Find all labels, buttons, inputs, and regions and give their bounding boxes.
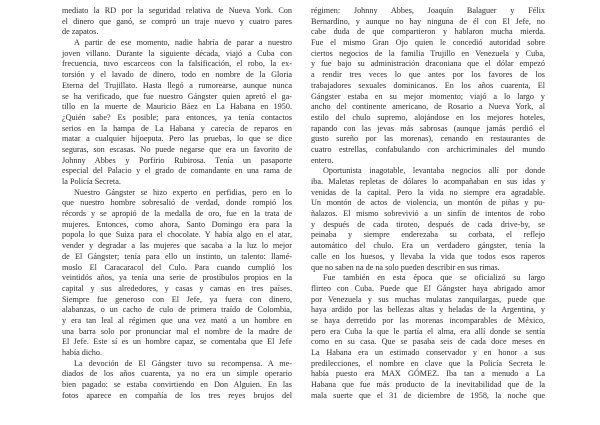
text-line: mujeres. Entonces, como ahora, Santo Domingo era para la <box>62 219 292 229</box>
text-line: moslo El Caracaracol del Culo. Para cuando cumplió los <box>62 262 292 272</box>
text-line: La devoción de El Gángster tuvo su recompensa. A me- <box>74 358 292 368</box>
text-line: a rendir tres veces lo que antes por los favores de los <box>311 70 545 80</box>
text-line: torsión y el lavado de dinero, todo en nombre de la Gloria <box>62 70 292 80</box>
text-line: predilecciones, el nombre en clave que la Policía Secreta le <box>311 358 545 368</box>
text-line: especial del Palacio y el grado de comandante en una rama de <box>62 166 292 176</box>
text-line: de zapatos. <box>62 27 99 37</box>
text-line: Bernardino, y aunque no hay ninguna de él con El Jefe, no <box>311 16 545 26</box>
text-line: se ha verificado, que fue nuestro Gángster quien apretó el ga- <box>62 91 292 101</box>
text-line: serios en la hampa de La Habana y carecía de reparos en <box>62 123 292 133</box>
text-line: Fue el mismo Gran Ojo quien le concedió autoridad sobre <box>311 38 545 48</box>
text-line: El Jefe. Este sí es un hombre capaz, se comentaba que El Jefe <box>62 337 292 347</box>
left-page-text <box>62 6 292 401</box>
text-line: Eterna del Trujillato. Hasta llegó a rumorearse, aunque nunca <box>62 80 292 90</box>
text-line: una barra solo por pronunciar mal el nombre de la madre de <box>62 326 292 336</box>
text-line: Siempre fue generoso con El Jefe, ya fuera con dinero, <box>62 294 292 304</box>
text-line: ciertos negocios de la familia Trujillo en Venezuela y Cuba, <box>311 48 545 58</box>
text-line: capital y sus alrededores, y casas y camas en tres países. <box>62 283 292 293</box>
text-line: régimen: Johnny Abbes, Joaquín Balaguer y Félix <box>311 6 545 15</box>
text-line: joven villano. Durante la siguiente década, viajó a Cuba con <box>62 48 292 58</box>
text-line: Un montón de actos de violencia, un montón de piñas y pu- <box>311 198 545 208</box>
text-line: iba. Maletas repletas de dólares lo acompañaban en sus idas y <box>311 177 545 186</box>
text-line: que no saben na de na solo pueden describir en sus rimas. <box>311 262 500 272</box>
text-line: la Policía Secreta. <box>62 177 121 186</box>
text-line: el dinero que ganó, se compró un traje nuevo y cuatro pares <box>62 16 292 26</box>
text-line: rapando con las jevas más sabrosas (aunque jamás perdió el <box>311 123 545 133</box>
text-line: veintidós años, ya tenía una serie de prostíbulos propios en la <box>62 273 292 283</box>
text-line: Johnny Abbes y Porfirio Rubirosa. Tenía un pasaporte <box>62 155 292 165</box>
text-line: haya ardido por las bellezas altas y heladas de la Argentina, y <box>311 305 545 315</box>
text-line: bien pagado: se estaba convirtiendo en Don Alguien. En las <box>62 380 292 390</box>
text-line: matar a cualquier hijoeputa. Pero las pruebas, lo que se dice <box>62 134 292 144</box>
text-line: trabajadores sexuales dominicanos. En los años cuarenta, El <box>311 80 545 90</box>
text-line: diados de los años cuarenta, ya no era un simple operario <box>62 369 292 379</box>
text-line: popola lo que Suiza para el chocolate. Y había algo en el atar, <box>62 230 292 240</box>
text-line: flirteo con Cuba. Puede que El Gángster haya abrigado amor <box>311 283 545 293</box>
text-line: por Venezuela y sus muchas mulatas zanquilargas, puede que <box>311 294 545 304</box>
right-page-text <box>311 6 545 401</box>
text-line: estilo del chulo supremo, alojándose en los mejores hoteles, <box>311 112 545 122</box>
text-line: ñalazos. El mismo sobrevivió a un sinfín de intentos de robo <box>311 209 545 219</box>
text-line: y era tan leal al régimen que una vez mató a un hombre en <box>62 315 292 325</box>
text-line: gusto sureño por las morenas), cenando en restaurantes de <box>311 134 545 144</box>
text-line: Nuestro Gángster se hizo experto en perfidias, pero en lo <box>74 187 292 197</box>
text-line: récords y se apropió de la medalla de oro, fue en la trata de <box>62 209 292 219</box>
text-line: alabanzas, o un cacho de culo de primera traído de Colombia, <box>62 305 292 315</box>
text-line: fotos aparece en compañía de los tres reyes brujos del <box>62 390 292 400</box>
text-line: tillo en la muerte de Mauricio Báez en La Habana en 1950. <box>62 102 292 112</box>
text-line: que nuestro hombre sobresalió de verdad, donde rompió los <box>62 198 292 208</box>
text-line: se haya derretido por las morenas incomparables de México, <box>311 315 545 325</box>
text-line: La Habana era un estimado conservador y en honor a sus <box>311 348 545 357</box>
text-line: había dicho. <box>62 348 103 357</box>
text-line: como en su casa. Que se pasaba seis de cada doce meses en <box>311 337 545 347</box>
text-line: calle en los huesos, y llevaba la vida que todos esos raperos <box>311 251 545 261</box>
text-line: frecuencia, tuvo escarceos con la falsificación, el robo, la ex- <box>62 59 292 69</box>
text-line: mala suerte que el 31 de diciembre de 1958, la noche que <box>311 390 545 400</box>
text-line: automático del chulo. Era un verdadero gángster, tenía la <box>311 241 545 251</box>
text-line: cabe duda de que compartieron y hablaron mucha mierda. <box>311 27 545 37</box>
text-line: Gángster estaba en su mejor momento; viajó a lo largo y <box>311 91 545 101</box>
text-line: vender y degradar a las mujeres que sacaba a la luz lo mejor <box>62 241 292 251</box>
text-line: mediato la RD por la seguridad relativa de Nueva York. Con <box>62 6 292 15</box>
text-line: Fue también en esta época que se oficializó su largo <box>323 273 545 283</box>
text-line: venidas de la capital. Pero la vida no siempre era agradable. <box>311 187 545 197</box>
text-line: y después de cada tiroteo, después de cada drive-by, se <box>311 219 545 229</box>
text-line: ancho del continente americano, de Rosario a Nueva York, al <box>311 102 545 112</box>
text-line: había puesto era MAX GÓMEZ. Iba tan a menudo a La <box>311 369 545 379</box>
text-line: cuatro estrellas, confabulando con archicriminales del mundo <box>311 144 545 154</box>
text-line: de El Gángster; tenía para ello un instinto, un talento: llamé- <box>62 251 292 261</box>
text-line: y fue bajo su administración draconiana que el dólar empezó <box>311 59 545 69</box>
text-line: peinaba y siempre enderezaba su corbata, el reflejo <box>311 230 545 240</box>
text-line: ¿Quién sabe? Es posible; para entonces, ya tenía contactos <box>62 112 292 122</box>
text-line: seguras, son escasas. No puede negarse que era un favorito de <box>62 144 292 154</box>
text-line: A partir de ese momento, nadie habría de parar a nuestro <box>74 38 292 48</box>
text-line: entero. <box>311 155 334 165</box>
text-line: pero era Cuba la que le partía el alma, era allí donde se sentía <box>311 326 545 336</box>
text-line: Habana que fue más producto de la inevitabilidad que de la <box>311 380 545 390</box>
text-line: Oportunista inagotable, levantaba negocios allí por donde <box>323 166 545 176</box>
